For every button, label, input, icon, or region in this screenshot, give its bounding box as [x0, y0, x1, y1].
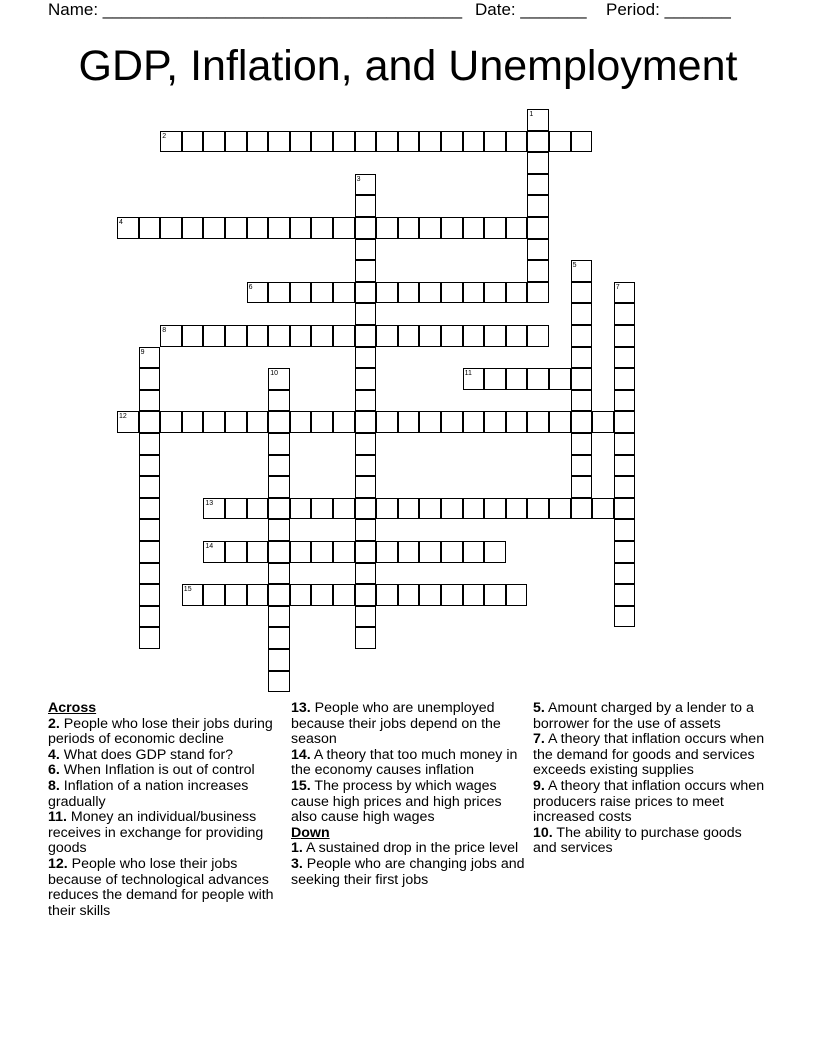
crossword-cell[interactable]: [355, 239, 377, 261]
across-clue: 13. People who are unemployed because their jobs depend on the season: [291, 700, 501, 748]
crossword-cell[interactable]: [355, 606, 377, 628]
crossword-cell[interactable]: [139, 498, 161, 520]
crossword-cell[interactable]: [268, 519, 290, 541]
crossword-cell[interactable]: [333, 217, 355, 239]
crossword-cell[interactable]: [247, 541, 269, 563]
crossword-cell[interactable]: [225, 325, 247, 347]
down-clue: 5. Amount charged by a lender to a borrower for the use of assets: [533, 700, 754, 732]
crossword-cell[interactable]: [419, 584, 441, 606]
crossword-cell[interactable]: [139, 541, 161, 563]
crossword-cell[interactable]: [549, 411, 571, 433]
crossword-cell[interactable]: [614, 563, 636, 585]
crossword-cell[interactable]: [441, 584, 463, 606]
crossword-cell[interactable]: [376, 282, 398, 304]
crossword-cell[interactable]: [355, 325, 377, 347]
crossword-cell[interactable]: [139, 584, 161, 606]
crossword-cell[interactable]: [463, 584, 485, 606]
crossword-cell[interactable]: [311, 411, 333, 433]
crossword-cell[interactable]: [614, 390, 636, 412]
crossword-cell[interactable]: [614, 455, 636, 477]
crossword-cell[interactable]: [203, 131, 225, 153]
crossword-cell[interactable]: [484, 498, 506, 520]
crossword-cell[interactable]: [549, 131, 571, 153]
crossword-cell[interactable]: [268, 649, 290, 671]
crossword-cell[interactable]: [592, 411, 614, 433]
crossword-cell[interactable]: [419, 411, 441, 433]
crossword-cell[interactable]: [527, 260, 549, 282]
clue-number: 4: [119, 219, 123, 226]
across-clue: 8. Inflation of a nation increases gradually: [48, 777, 249, 810]
crossword-cell[interactable]: [139, 433, 161, 455]
crossword-cell[interactable]: [376, 498, 398, 520]
crossword-cell[interactable]: [441, 282, 463, 304]
crossword-cell[interactable]: [355, 476, 377, 498]
crossword-cell[interactable]: [333, 325, 355, 347]
clue-number: 3: [356, 175, 361, 183]
crossword-cell[interactable]: [571, 368, 593, 390]
crossword-cell[interactable]: [268, 541, 290, 563]
clue-column-3: [533, 701, 769, 857]
crossword-cell[interactable]: [333, 282, 355, 304]
crossword-cell[interactable]: [182, 131, 204, 153]
down-clue: 1. A sustained drop in the price level: [291, 840, 519, 857]
crossword-cell[interactable]: [484, 368, 506, 390]
crossword-cell[interactable]: [527, 152, 549, 174]
down-clue: 7. A theory that inflation occurs when the demand for goods and services exceeds existing supplies: [533, 731, 765, 779]
crossword-cell[interactable]: [203, 217, 225, 239]
crossword-cell[interactable]: [290, 217, 312, 239]
crossword-cell[interactable]: [484, 411, 506, 433]
clue-number: 15: [183, 586, 192, 594]
crossword-cell[interactable]: [355, 260, 377, 282]
crossword-cell[interactable]: [355, 563, 377, 585]
crossword-cell[interactable]: [268, 627, 290, 649]
crossword-cell[interactable]: [355, 195, 377, 217]
crossword-cell[interactable]: [290, 541, 312, 563]
crossword-cell[interactable]: [355, 282, 377, 304]
crossword-cell[interactable]: [311, 584, 333, 606]
crossword-cell[interactable]: [311, 282, 333, 304]
crossword-cell[interactable]: [225, 131, 247, 153]
clue-column-2: [291, 701, 527, 888]
crossword-cell[interactable]: [160, 217, 182, 239]
page-title: GDP, Inflation, and Unemployment: [78, 42, 738, 90]
clue-number: 13: [205, 499, 214, 507]
crossword-cell[interactable]: [527, 174, 549, 196]
crossword-cell[interactable]: [311, 217, 333, 239]
down-clue: 9. A theory that inflation occurs when producers raise prices to meet increased costs: [533, 777, 765, 826]
crossword-cell[interactable]: [355, 411, 377, 433]
crossword-cell[interactable]: [419, 282, 441, 304]
across-clue: 4. What does GDP stand for?: [48, 746, 234, 763]
crossword-cell[interactable]: [139, 390, 161, 412]
crossword-cell[interactable]: [441, 131, 463, 153]
crossword-cell[interactable]: [484, 282, 506, 304]
crossword-cell[interactable]: [441, 498, 463, 520]
crossword-cell[interactable]: [571, 390, 593, 412]
crossword-cell[interactable]: [311, 325, 333, 347]
period-field[interactable]: Period: _______: [606, 0, 731, 19]
crossword-cell[interactable]: [571, 303, 593, 325]
crossword-cell[interactable]: [527, 217, 549, 239]
crossword-cell[interactable]: [419, 541, 441, 563]
crossword-cell[interactable]: [506, 411, 528, 433]
crossword-cell[interactable]: [268, 411, 290, 433]
crossword-cell[interactable]: [290, 325, 312, 347]
clue-number: 9: [140, 348, 145, 356]
crossword-cell[interactable]: [268, 433, 290, 455]
crossword-cell[interactable]: [571, 498, 593, 520]
crossword-cell[interactable]: [139, 519, 161, 541]
crossword-cell[interactable]: [441, 411, 463, 433]
crossword-cell[interactable]: [268, 455, 290, 477]
clue-number: 12: [119, 413, 127, 421]
crossword-cell[interactable]: [203, 325, 225, 347]
crossword-cell[interactable]: [614, 606, 636, 628]
crossword-cell[interactable]: [355, 519, 377, 541]
crossword-cell[interactable]: [549, 368, 571, 390]
across-clue: 14. A theory that too much money in the economy causes inflation: [291, 746, 518, 779]
crossword-cell[interactable]: [614, 325, 636, 347]
crossword-cell[interactable]: [268, 563, 290, 585]
crossword-cell[interactable]: [376, 217, 398, 239]
crossword-cell[interactable]: [527, 325, 549, 347]
clue-number: 10: [270, 370, 278, 378]
crossword-cell[interactable]: [139, 627, 161, 649]
crossword-cell[interactable]: [247, 584, 269, 606]
crossword-cell[interactable]: [225, 217, 247, 239]
crossword-cell[interactable]: [355, 541, 377, 563]
crossword-cell[interactable]: [182, 325, 204, 347]
crossword-cell[interactable]: [484, 131, 506, 153]
crossword-cell[interactable]: [527, 195, 549, 217]
clue-column-1: [48, 701, 284, 919]
crossword-cell[interactable]: [614, 476, 636, 498]
crossword-cell[interactable]: [376, 411, 398, 433]
crossword-cell[interactable]: [160, 411, 182, 433]
crossword-cell[interactable]: [139, 606, 161, 628]
crossword-cell[interactable]: [376, 325, 398, 347]
crossword-cell[interactable]: [139, 368, 161, 390]
crossword-cell[interactable]: [527, 239, 549, 261]
crossword-cell[interactable]: [398, 217, 420, 239]
clue-number: 11: [464, 370, 472, 378]
crossword-cell[interactable]: [484, 325, 506, 347]
crossword-cell[interactable]: [614, 347, 636, 369]
crossword-cell[interactable]: [311, 131, 333, 153]
crossword-cell[interactable]: [247, 131, 269, 153]
crossword-cell[interactable]: [506, 217, 528, 239]
crossword-cell[interactable]: [506, 584, 528, 606]
date-field[interactable]: Date: _______: [475, 0, 587, 19]
crossword-cell[interactable]: [333, 498, 355, 520]
crossword-cell[interactable]: [419, 498, 441, 520]
across-clue: 6. When Inflation is out of control: [48, 762, 255, 779]
crossword-cell[interactable]: [398, 325, 420, 347]
clue-number: 6: [248, 283, 253, 291]
crossword-cell[interactable]: [614, 519, 636, 541]
crossword-cell[interactable]: [614, 433, 636, 455]
crossword-cell[interactable]: [441, 325, 463, 347]
crossword-cell[interactable]: [441, 217, 463, 239]
crossword-cell[interactable]: [247, 411, 269, 433]
crossword-cell[interactable]: [139, 476, 161, 498]
crossword-cell[interactable]: [484, 217, 506, 239]
crossword-cell[interactable]: [247, 325, 269, 347]
crossword-cell[interactable]: [614, 498, 636, 520]
crossword-cell[interactable]: [398, 131, 420, 153]
crossword-cell[interactable]: [268, 606, 290, 628]
down-heading: Down: [291, 824, 330, 841]
clue-number: 1: [529, 111, 534, 118]
crossword-cell[interactable]: [139, 455, 161, 477]
crossword-cell[interactable]: [484, 584, 506, 606]
clue-number: 5: [572, 262, 577, 270]
crossword-cell[interactable]: [484, 541, 506, 563]
crossword-cell[interactable]: [311, 498, 333, 520]
crossword-cell[interactable]: [571, 131, 593, 153]
crossword-cell[interactable]: [506, 368, 528, 390]
crossword-cell[interactable]: [268, 325, 290, 347]
crossword-cell[interactable]: [398, 498, 420, 520]
crossword-cell[interactable]: [225, 584, 247, 606]
crossword-cell[interactable]: [398, 282, 420, 304]
crossword-cell[interactable]: [355, 303, 377, 325]
crossword-cell[interactable]: [139, 411, 161, 433]
crossword-cell[interactable]: [247, 498, 269, 520]
crossword-cell[interactable]: [355, 433, 377, 455]
crossword-cell[interactable]: [463, 325, 485, 347]
crossword-cell[interactable]: [247, 217, 269, 239]
crossword-cell[interactable]: [527, 282, 549, 304]
crossword-cell[interactable]: [355, 584, 377, 606]
crossword-cell[interactable]: [225, 498, 247, 520]
crossword-cell[interactable]: [571, 282, 593, 304]
clue-number: 7: [615, 283, 620, 291]
crossword-cell[interactable]: [441, 541, 463, 563]
crossword-cell[interactable]: [571, 433, 593, 455]
crossword-cell[interactable]: [463, 131, 485, 153]
crossword-cell[interactable]: [333, 541, 355, 563]
crossword-cell[interactable]: [506, 131, 528, 153]
crossword-cell[interactable]: [376, 541, 398, 563]
crossword-cell[interactable]: [355, 455, 377, 477]
crossword-cell[interactable]: [333, 411, 355, 433]
crossword-cell[interactable]: [203, 411, 225, 433]
crossword-cell[interactable]: [614, 411, 636, 433]
down-clue: 3. People who are changing jobs and seeking their first jobs: [291, 855, 525, 888]
crossword-cell[interactable]: [182, 217, 204, 239]
crossword-cell[interactable]: [614, 303, 636, 325]
clue-number: 8: [162, 327, 167, 334]
crossword-cell[interactable]: [268, 584, 290, 606]
crossword-cell[interactable]: [506, 282, 528, 304]
crossword-cell[interactable]: [571, 455, 593, 477]
down-clue: 10. The ability to purchase goods and services: [533, 824, 742, 857]
across-clue: 15. The process by which wages cause high prices and high prices also cause high wages: [291, 777, 502, 826]
crossword-cell[interactable]: [614, 541, 636, 563]
crossword-cell[interactable]: [203, 584, 225, 606]
crossword-cell[interactable]: [290, 411, 312, 433]
crossword-cell[interactable]: [290, 584, 312, 606]
crossword-cell[interactable]: [268, 282, 290, 304]
crossword-cell[interactable]: [355, 368, 377, 390]
crossword-cell[interactable]: [398, 411, 420, 433]
crossword-cell[interactable]: [463, 217, 485, 239]
crossword-cell[interactable]: [398, 541, 420, 563]
crossword-cell[interactable]: [268, 476, 290, 498]
crossword-cell[interactable]: [549, 498, 571, 520]
crossword-cell[interactable]: [506, 325, 528, 347]
crossword-cell[interactable]: [614, 584, 636, 606]
crossword-cell[interactable]: [571, 325, 593, 347]
crossword-cell[interactable]: [268, 390, 290, 412]
crossword-cell[interactable]: [268, 217, 290, 239]
crossword-cell[interactable]: [139, 563, 161, 585]
across-clue: 11. Money an individual/business receives in exchange for providing goods: [48, 809, 264, 857]
crossword-cell[interactable]: [290, 131, 312, 153]
crossword-cell[interactable]: [268, 131, 290, 153]
crossword-cell[interactable]: [527, 498, 549, 520]
crossword-cell[interactable]: [592, 498, 614, 520]
across-clue: 2. People who lose their jobs during periods of economic decline: [48, 715, 273, 748]
crossword-cell[interactable]: [463, 282, 485, 304]
crossword-cell[interactable]: [398, 584, 420, 606]
crossword-cell[interactable]: [268, 671, 290, 693]
crossword-cell[interactable]: [225, 541, 247, 563]
crossword-cell[interactable]: [182, 411, 204, 433]
crossword-cell[interactable]: [225, 411, 247, 433]
crossword-cell[interactable]: [333, 131, 355, 153]
crossword-cell[interactable]: [571, 347, 593, 369]
crossword-cell[interactable]: [463, 498, 485, 520]
crossword-cell[interactable]: [463, 411, 485, 433]
across-clue: 12. People who lose their jobs because of technological advances reduces the demand for people with their skills: [48, 855, 274, 919]
crossword-cell[interactable]: [355, 498, 377, 520]
crossword-cell[interactable]: [268, 498, 290, 520]
clue-number: 2: [162, 132, 167, 140]
crossword-cell[interactable]: [571, 411, 593, 433]
crossword-cell[interactable]: [355, 131, 377, 153]
crossword-cell[interactable]: [527, 131, 549, 153]
crossword-cell[interactable]: [419, 217, 441, 239]
crossword-cell[interactable]: [355, 390, 377, 412]
crossword-cell[interactable]: [419, 131, 441, 153]
crossword-cell[interactable]: [506, 498, 528, 520]
crossword-cell[interactable]: [355, 627, 377, 649]
crossword-cell[interactable]: [376, 131, 398, 153]
crossword-cell[interactable]: [290, 498, 312, 520]
crossword-cell[interactable]: [355, 217, 377, 239]
crossword-cell[interactable]: [419, 325, 441, 347]
crossword-cell[interactable]: [614, 368, 636, 390]
crossword-cell[interactable]: [527, 368, 549, 390]
crossword-cell[interactable]: [571, 476, 593, 498]
crossword-cell[interactable]: [333, 584, 355, 606]
crossword-cell[interactable]: [290, 282, 312, 304]
crossword-cell[interactable]: [376, 584, 398, 606]
crossword-cell[interactable]: [311, 541, 333, 563]
across-heading: Across: [48, 700, 97, 716]
crossword-cell[interactable]: [139, 217, 161, 239]
crossword-cell[interactable]: [355, 347, 377, 369]
name-field[interactable]: Name: ______________________________________: [48, 0, 463, 19]
clue-number: 14: [205, 543, 214, 550]
crossword-cell[interactable]: [527, 411, 549, 433]
crossword-cell[interactable]: [463, 541, 485, 563]
